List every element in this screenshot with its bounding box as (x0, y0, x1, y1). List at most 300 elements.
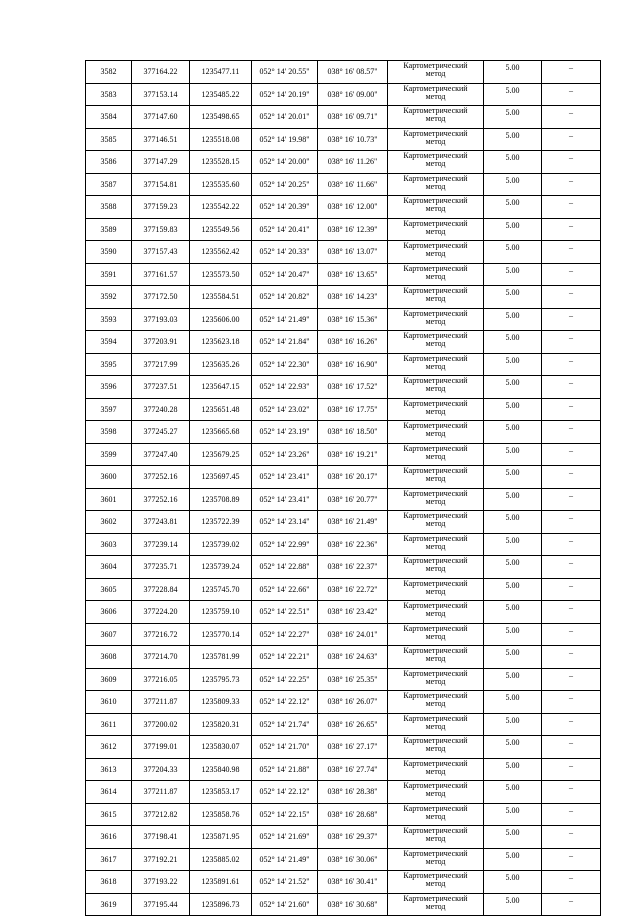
latitude-cell: 052° 14' 22.88" (252, 556, 318, 579)
method-cell (388, 736, 484, 759)
method-line2: метод (425, 114, 446, 123)
empty-value-cell: – (542, 488, 601, 511)
longitude-cell: 038° 16' 13.65" (318, 263, 388, 286)
method-line1: Картометрический (403, 151, 468, 160)
method-line2: метод (425, 721, 446, 731)
empty-value-cell: – (542, 556, 601, 579)
table-row (86, 668, 601, 691)
method-line1: Картометрический (403, 691, 468, 700)
latitude-cell: 052° 14' 20.39" (252, 196, 318, 219)
method-line1: Картометрический (403, 61, 468, 70)
y-coordinate-cell: 1235528.15 (190, 151, 252, 174)
method-cell (388, 173, 484, 196)
x-coordinate-cell: 377193.22 (132, 871, 190, 894)
empty-value-cell: – (542, 781, 601, 804)
empty-value-cell: – (542, 263, 601, 286)
accuracy-cell: 5.00 (484, 106, 542, 129)
accuracy-cell: 5.00 (484, 668, 542, 691)
method-line2: метод (425, 159, 446, 168)
x-coordinate-cell: 377146.51 (132, 128, 190, 151)
method-line2: метод (425, 744, 446, 753)
method-cell (388, 196, 484, 219)
method-line2: метод (425, 879, 446, 888)
method-cell (388, 106, 484, 129)
empty-value-cell: – (542, 466, 601, 489)
method-cell (388, 781, 484, 804)
empty-value-cell: – (542, 376, 601, 399)
y-coordinate-cell: 1235485.22 (190, 83, 252, 106)
accuracy-cell: 5.00 (484, 533, 542, 556)
point-number-cell: 3603 (86, 533, 132, 556)
method-line2: метод (425, 654, 446, 663)
accuracy-cell: 5.00 (484, 713, 542, 736)
x-coordinate-cell: 377204.33 (132, 758, 190, 781)
accuracy-cell: 5.00 (484, 83, 542, 106)
empty-value-cell: – (542, 286, 601, 309)
point-number-cell: 3589 (86, 218, 132, 241)
longitude-cell: 038° 16' 17.75" (318, 398, 388, 421)
x-coordinate-cell: 377211.87 (132, 691, 190, 714)
point-number-cell: 3602 (86, 511, 132, 534)
empty-value-cell: – (542, 398, 601, 421)
table-row (86, 443, 601, 466)
longitude-cell: 038° 16' 10.73" (318, 128, 388, 151)
y-coordinate-cell: 1235795.73 (190, 668, 252, 691)
table-row (86, 488, 601, 511)
method-line1: Картометрический (403, 466, 468, 475)
longitude-cell: 038° 16' 11.26" (318, 151, 388, 174)
point-number-cell: 3595 (86, 353, 132, 376)
longitude-cell: 038° 16' 17.52" (318, 376, 388, 399)
method-line2: метод (425, 226, 446, 236)
table-row (86, 511, 601, 534)
accuracy-cell: 5.00 (484, 286, 542, 309)
method-line1: Картометрический (403, 646, 468, 655)
method-line1: Картометрический (403, 488, 468, 498)
accuracy-cell: 5.00 (484, 241, 542, 264)
y-coordinate-cell: 1235871.95 (190, 826, 252, 849)
point-number-cell: 3619 (86, 893, 132, 916)
x-coordinate-cell: 377224.20 (132, 601, 190, 624)
y-coordinate-cell: 1235830.07 (190, 736, 252, 759)
latitude-cell: 052° 14' 21.74" (252, 713, 318, 736)
accuracy-cell: 5.00 (484, 578, 542, 601)
empty-value-cell: – (542, 106, 601, 129)
point-number-cell: 3611 (86, 713, 132, 736)
method-line2: метод (425, 564, 446, 573)
method-line2: метод (425, 69, 446, 78)
x-coordinate-cell: 377252.16 (132, 466, 190, 489)
empty-value-cell: – (542, 758, 601, 781)
latitude-cell: 052° 14' 22.21" (252, 646, 318, 669)
method-line2: метод (425, 609, 446, 618)
latitude-cell: 052° 14' 22.99" (252, 533, 318, 556)
table-row (86, 893, 601, 916)
longitude-cell: 038° 16' 23.42" (318, 601, 388, 624)
accuracy-cell: 5.00 (484, 623, 542, 646)
method-line2: метод (425, 249, 446, 258)
point-number-cell: 3583 (86, 83, 132, 106)
point-number-cell: 3590 (86, 241, 132, 264)
accuracy-cell: 5.00 (484, 421, 542, 444)
method-line1: Картометрический (403, 106, 468, 115)
method-line1: Картометрический (403, 218, 468, 228)
x-coordinate-cell: 377164.22 (132, 61, 190, 84)
method-cell (388, 871, 484, 894)
method-cell (388, 263, 484, 286)
table-row (86, 736, 601, 759)
accuracy-cell: 5.00 (484, 646, 542, 669)
latitude-cell: 052° 14' 20.47" (252, 263, 318, 286)
method-line1: Картометрический (403, 83, 468, 93)
longitude-cell: 038° 16' 28.68" (318, 803, 388, 826)
method-cell (388, 61, 484, 84)
method-line2: метод (425, 474, 446, 483)
method-line1: Картометрический (403, 758, 468, 768)
method-line2: метод (425, 204, 446, 213)
accuracy-cell: 5.00 (484, 893, 542, 916)
method-line1: Картометрический (403, 421, 468, 430)
longitude-cell: 038° 16' 22.72" (318, 578, 388, 601)
y-coordinate-cell: 1235858.76 (190, 803, 252, 826)
method-cell (388, 353, 484, 376)
y-coordinate-cell: 1235647.15 (190, 376, 252, 399)
x-coordinate-cell: 377240.28 (132, 398, 190, 421)
longitude-cell: 038° 16' 16.90" (318, 353, 388, 376)
latitude-cell: 052° 14' 22.66" (252, 578, 318, 601)
x-coordinate-cell: 377192.21 (132, 848, 190, 871)
method-cell (388, 376, 484, 399)
longitude-cell: 038° 16' 24.63" (318, 646, 388, 669)
table-row (86, 578, 601, 601)
x-coordinate-cell: 377243.81 (132, 511, 190, 534)
x-coordinate-cell: 377159.23 (132, 196, 190, 219)
empty-value-cell: – (542, 196, 601, 219)
longitude-cell: 038° 16' 21.49" (318, 511, 388, 534)
accuracy-cell: 5.00 (484, 196, 542, 219)
table-row (86, 781, 601, 804)
accuracy-cell: 5.00 (484, 151, 542, 174)
longitude-cell: 038° 16' 25.35" (318, 668, 388, 691)
longitude-cell: 038° 16' 11.66" (318, 173, 388, 196)
latitude-cell: 052° 14' 23.14" (252, 511, 318, 534)
empty-value-cell: – (542, 893, 601, 916)
longitude-cell: 038° 16' 13.07" (318, 241, 388, 264)
latitude-cell: 052° 14' 20.01" (252, 106, 318, 129)
accuracy-cell: 5.00 (484, 781, 542, 804)
longitude-cell: 038° 16' 19.21" (318, 443, 388, 466)
empty-value-cell: – (542, 173, 601, 196)
longitude-cell: 038° 16' 18.50" (318, 421, 388, 444)
table-row (86, 308, 601, 331)
method-line1: Картометрический (403, 893, 468, 903)
latitude-cell: 052° 14' 21.88" (252, 758, 318, 781)
latitude-cell: 052° 14' 20.25" (252, 173, 318, 196)
method-line2: метод (425, 496, 446, 506)
empty-value-cell: – (542, 443, 601, 466)
y-coordinate-cell: 1235651.48 (190, 398, 252, 421)
y-coordinate-cell: 1235665.68 (190, 421, 252, 444)
x-coordinate-cell: 377214.70 (132, 646, 190, 669)
latitude-cell: 052° 14' 21.52" (252, 871, 318, 894)
point-number-cell: 3610 (86, 691, 132, 714)
table-row (86, 353, 601, 376)
method-cell (388, 398, 484, 421)
y-coordinate-cell: 1235739.24 (190, 556, 252, 579)
y-coordinate-cell: 1235549.56 (190, 218, 252, 241)
method-line1: Картометрический (403, 128, 468, 138)
point-number-cell: 3591 (86, 263, 132, 286)
x-coordinate-cell: 377216.72 (132, 623, 190, 646)
point-number-cell: 3596 (86, 376, 132, 399)
point-number-cell: 3609 (86, 668, 132, 691)
longitude-cell: 038° 16' 20.17" (318, 466, 388, 489)
accuracy-cell: 5.00 (484, 61, 542, 84)
method-line2: метод (425, 901, 446, 911)
point-number-cell: 3613 (86, 758, 132, 781)
method-line1: Картометрический (403, 533, 468, 543)
longitude-cell: 038° 16' 26.07" (318, 691, 388, 714)
method-cell (388, 758, 484, 781)
method-line1: Картометрический (403, 376, 468, 385)
x-coordinate-cell: 377195.44 (132, 893, 190, 916)
empty-value-cell: – (542, 218, 601, 241)
empty-value-cell: – (542, 578, 601, 601)
empty-value-cell: – (542, 308, 601, 331)
latitude-cell: 052° 14' 22.15" (252, 803, 318, 826)
empty-value-cell: – (542, 533, 601, 556)
latitude-cell: 052° 14' 22.93" (252, 376, 318, 399)
longitude-cell: 038° 16' 30.41" (318, 871, 388, 894)
y-coordinate-cell: 1235606.00 (190, 308, 252, 331)
longitude-cell: 038° 16' 26.65" (318, 713, 388, 736)
longitude-cell: 038° 16' 14.23" (318, 286, 388, 309)
accuracy-cell: 5.00 (484, 173, 542, 196)
x-coordinate-cell: 377193.03 (132, 308, 190, 331)
point-number-cell: 3618 (86, 871, 132, 894)
point-number-cell: 3593 (86, 308, 132, 331)
empty-value-cell: – (542, 151, 601, 174)
y-coordinate-cell: 1235562.42 (190, 241, 252, 264)
latitude-cell: 052° 14' 22.25" (252, 668, 318, 691)
y-coordinate-cell: 1235853.17 (190, 781, 252, 804)
latitude-cell: 052° 14' 20.19" (252, 83, 318, 106)
method-line2: метод (425, 699, 446, 708)
y-coordinate-cell: 1235759.10 (190, 601, 252, 624)
y-coordinate-cell: 1235573.50 (190, 263, 252, 286)
coordinates-table-body (86, 61, 601, 916)
x-coordinate-cell: 377159.83 (132, 218, 190, 241)
method-cell (388, 128, 484, 151)
method-line1: Картометрический (403, 331, 468, 340)
method-line2: метод (425, 834, 446, 843)
method-line2: метод (425, 406, 446, 416)
x-coordinate-cell: 377212.82 (132, 803, 190, 826)
y-coordinate-cell: 1235739.02 (190, 533, 252, 556)
method-line2: метод (425, 676, 446, 686)
method-cell (388, 578, 484, 601)
empty-value-cell: – (542, 623, 601, 646)
longitude-cell: 038° 16' 30.68" (318, 893, 388, 916)
method-line2: метод (425, 811, 446, 821)
method-line2: метод (425, 316, 446, 326)
x-coordinate-cell: 377239.14 (132, 533, 190, 556)
method-line1: Картометрический (403, 398, 468, 408)
latitude-cell: 052° 14' 21.60" (252, 893, 318, 916)
x-coordinate-cell: 377157.43 (132, 241, 190, 264)
table-row (86, 556, 601, 579)
method-cell (388, 556, 484, 579)
table-row (86, 871, 601, 894)
method-cell (388, 151, 484, 174)
latitude-cell: 052° 14' 22.27" (252, 623, 318, 646)
empty-value-cell: – (542, 601, 601, 624)
latitude-cell: 052° 14' 22.30" (252, 353, 318, 376)
method-line1: Картометрический (403, 556, 468, 565)
point-number-cell: 3599 (86, 443, 132, 466)
x-coordinate-cell: 377217.99 (132, 353, 190, 376)
method-cell (388, 83, 484, 106)
y-coordinate-cell: 1235584.51 (190, 286, 252, 309)
latitude-cell: 052° 14' 20.33" (252, 241, 318, 264)
method-line2: метод (425, 766, 446, 776)
method-line2: метод (425, 91, 446, 101)
latitude-cell: 052° 14' 23.26" (252, 443, 318, 466)
x-coordinate-cell: 377235.71 (132, 556, 190, 579)
method-cell (388, 691, 484, 714)
table-row (86, 218, 601, 241)
method-cell (388, 601, 484, 624)
y-coordinate-cell: 1235885.02 (190, 848, 252, 871)
latitude-cell: 052° 14' 23.41" (252, 488, 318, 511)
method-line1: Картометрический (403, 668, 468, 678)
table-row (86, 398, 601, 421)
table-row (86, 106, 601, 129)
method-line2: метод (425, 181, 446, 191)
point-number-cell: 3605 (86, 578, 132, 601)
method-line1: Картометрический (403, 736, 468, 745)
y-coordinate-cell: 1235697.45 (190, 466, 252, 489)
point-number-cell: 3598 (86, 421, 132, 444)
method-cell (388, 533, 484, 556)
method-cell (388, 308, 484, 331)
latitude-cell: 052° 14' 23.02" (252, 398, 318, 421)
method-line2: метод (425, 541, 446, 551)
y-coordinate-cell: 1235623.18 (190, 331, 252, 354)
longitude-cell: 038° 16' 09.71" (318, 106, 388, 129)
latitude-cell: 052° 14' 21.49" (252, 848, 318, 871)
accuracy-cell: 5.00 (484, 263, 542, 286)
y-coordinate-cell: 1235635.26 (190, 353, 252, 376)
y-coordinate-cell: 1235820.31 (190, 713, 252, 736)
method-cell (388, 803, 484, 826)
latitude-cell: 052° 14' 20.41" (252, 218, 318, 241)
method-line1: Картометрический (403, 713, 468, 723)
method-cell (388, 241, 484, 264)
x-coordinate-cell: 377245.27 (132, 421, 190, 444)
method-line1: Картометрический (403, 826, 468, 835)
y-coordinate-cell: 1235518.08 (190, 128, 252, 151)
table-row (86, 286, 601, 309)
accuracy-cell: 5.00 (484, 556, 542, 579)
table-row (86, 533, 601, 556)
longitude-cell: 038° 16' 12.39" (318, 218, 388, 241)
method-line2: метод (425, 136, 446, 146)
latitude-cell: 052° 14' 20.82" (252, 286, 318, 309)
table-row (86, 623, 601, 646)
longitude-cell: 038° 16' 16.26" (318, 331, 388, 354)
method-cell (388, 286, 484, 309)
point-number-cell: 3594 (86, 331, 132, 354)
longitude-cell: 038° 16' 08.57" (318, 61, 388, 84)
empty-value-cell: – (542, 353, 601, 376)
point-number-cell: 3604 (86, 556, 132, 579)
method-cell (388, 713, 484, 736)
empty-value-cell: – (542, 61, 601, 84)
y-coordinate-cell: 1235840.98 (190, 758, 252, 781)
point-number-cell: 3601 (86, 488, 132, 511)
accuracy-cell: 5.00 (484, 466, 542, 489)
accuracy-cell: 5.00 (484, 488, 542, 511)
accuracy-cell: 5.00 (484, 736, 542, 759)
method-line2: метод (425, 271, 446, 281)
latitude-cell: 052° 14' 21.69" (252, 826, 318, 849)
table-row (86, 713, 601, 736)
empty-value-cell: – (542, 646, 601, 669)
accuracy-cell: 5.00 (484, 601, 542, 624)
point-number-cell: 3615 (86, 803, 132, 826)
x-coordinate-cell: 377199.01 (132, 736, 190, 759)
longitude-cell: 038° 16' 22.37" (318, 556, 388, 579)
method-line2: метод (425, 294, 446, 303)
table-row (86, 691, 601, 714)
table-row (86, 601, 601, 624)
y-coordinate-cell: 1235679.25 (190, 443, 252, 466)
method-cell (388, 443, 484, 466)
point-number-cell: 3587 (86, 173, 132, 196)
accuracy-cell: 5.00 (484, 443, 542, 466)
method-cell (388, 331, 484, 354)
x-coordinate-cell: 377198.41 (132, 826, 190, 849)
x-coordinate-cell: 377247.40 (132, 443, 190, 466)
table-row (86, 848, 601, 871)
method-line2: метод (425, 361, 446, 371)
method-cell (388, 623, 484, 646)
table-row (86, 173, 601, 196)
method-cell (388, 893, 484, 916)
longitude-cell: 038° 16' 28.38" (318, 781, 388, 804)
point-number-cell: 3585 (86, 128, 132, 151)
table-row (86, 263, 601, 286)
method-line1: Картометрический (403, 353, 468, 363)
longitude-cell: 038° 16' 09.00" (318, 83, 388, 106)
y-coordinate-cell: 1235896.73 (190, 893, 252, 916)
point-number-cell: 3600 (86, 466, 132, 489)
x-coordinate-cell: 377153.14 (132, 83, 190, 106)
method-line1: Картометрический (403, 781, 468, 790)
accuracy-cell: 5.00 (484, 758, 542, 781)
table-row (86, 241, 601, 264)
method-line2: метод (425, 586, 446, 596)
x-coordinate-cell: 377237.51 (132, 376, 190, 399)
method-line1: Картометрический (403, 871, 468, 880)
method-line1: Картометрический (403, 308, 468, 318)
point-number-cell: 3606 (86, 601, 132, 624)
longitude-cell: 038° 16' 20.77" (318, 488, 388, 511)
method-cell (388, 218, 484, 241)
method-line1: Картометрический (403, 443, 468, 453)
method-line1: Картометрический (403, 601, 468, 610)
